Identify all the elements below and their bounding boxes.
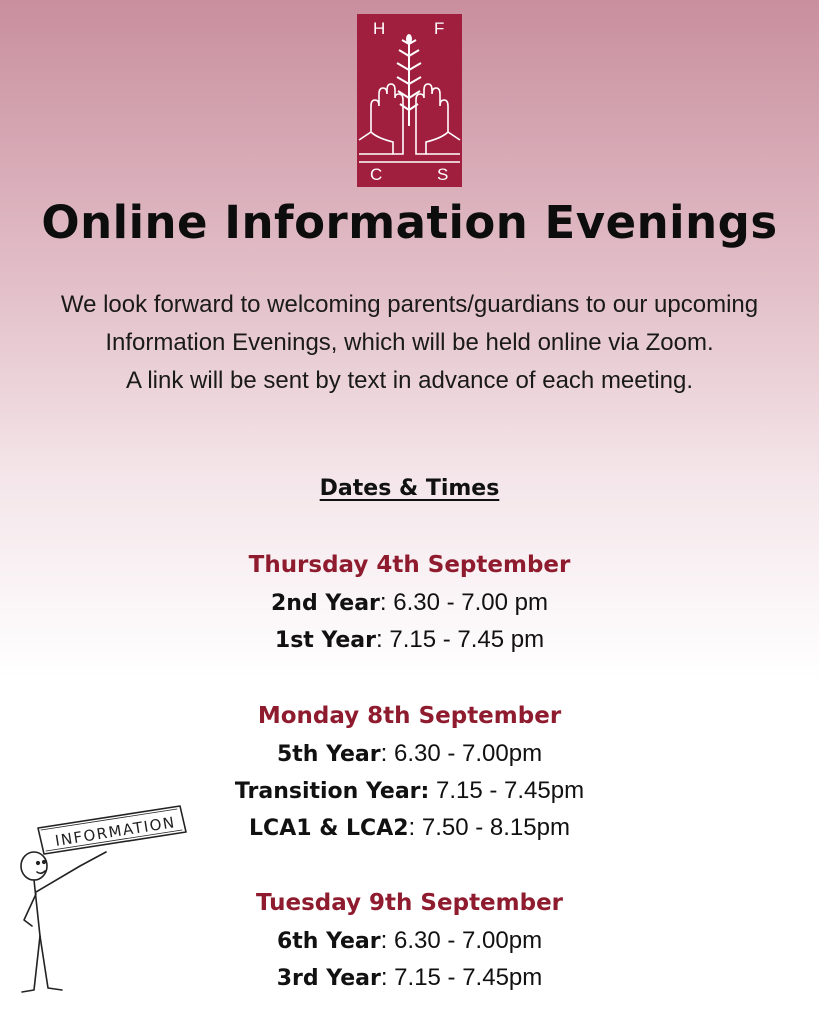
slot-separator: : <box>380 927 394 954</box>
logo-letter-h: H <box>373 19 386 38</box>
stick-figure-holding-sign-icon <box>10 796 195 996</box>
slot-year: 5th Year <box>276 742 381 767</box>
intro-paragraph-1: We look forward to welcoming parents/guardians to our upcoming Information Evenings, which will be held online via Zoom. <box>60 291 759 356</box>
slot-time: 7.15 - 7.45pm <box>394 964 543 991</box>
slot-year: 3rd Year <box>276 966 381 991</box>
slot-year: 1st Year <box>274 628 376 653</box>
slot-time: 7.15 - 7.45pm <box>435 777 585 804</box>
slot-separator: : <box>379 589 394 616</box>
slot-year: Transition Year: <box>234 779 430 804</box>
hands-with-wheat-icon <box>357 14 462 187</box>
intro-text <box>20 286 799 400</box>
sign-text: INFORMATION <box>53 813 177 850</box>
logo-letter-s: S <box>437 165 449 184</box>
school-logo <box>357 14 462 187</box>
logo-letter-f: F <box>434 19 445 38</box>
day-date: Monday 8th September <box>257 703 562 729</box>
time-slot <box>0 735 819 772</box>
logo-letter-c: C <box>370 165 383 184</box>
page-title: Online Information Evenings <box>41 196 778 249</box>
slot-separator: : <box>408 814 422 841</box>
slot-time: 7.50 - 8.15pm <box>421 814 570 841</box>
slot-time: 6.30 - 7.00 pm <box>393 589 548 616</box>
slot-year: 6th Year <box>276 929 381 954</box>
day-date: Thursday 4th September <box>248 552 571 578</box>
slot-year: LCA1 & LCA2 <box>249 816 409 841</box>
slot-time: 7.15 - 7.45 pm <box>389 626 545 653</box>
time-slot <box>0 584 819 621</box>
day-block-thursday <box>0 546 819 658</box>
slot-time: 6.30 - 7.00pm <box>393 927 543 954</box>
slot-year: 2nd Year <box>270 591 380 616</box>
intro-paragraph-2: A link will be sent by text in advance of each meeting. <box>126 367 693 394</box>
day-date: Tuesday 9th September <box>255 890 564 916</box>
time-slot <box>0 621 819 658</box>
slot-separator: : <box>376 626 390 653</box>
slot-time: 6.30 - 7.00pm <box>393 740 543 767</box>
dates-heading: Dates & Times <box>319 476 500 501</box>
slot-separator <box>429 777 436 804</box>
slot-separator: : <box>380 740 394 767</box>
slot-separator: : <box>380 964 395 991</box>
